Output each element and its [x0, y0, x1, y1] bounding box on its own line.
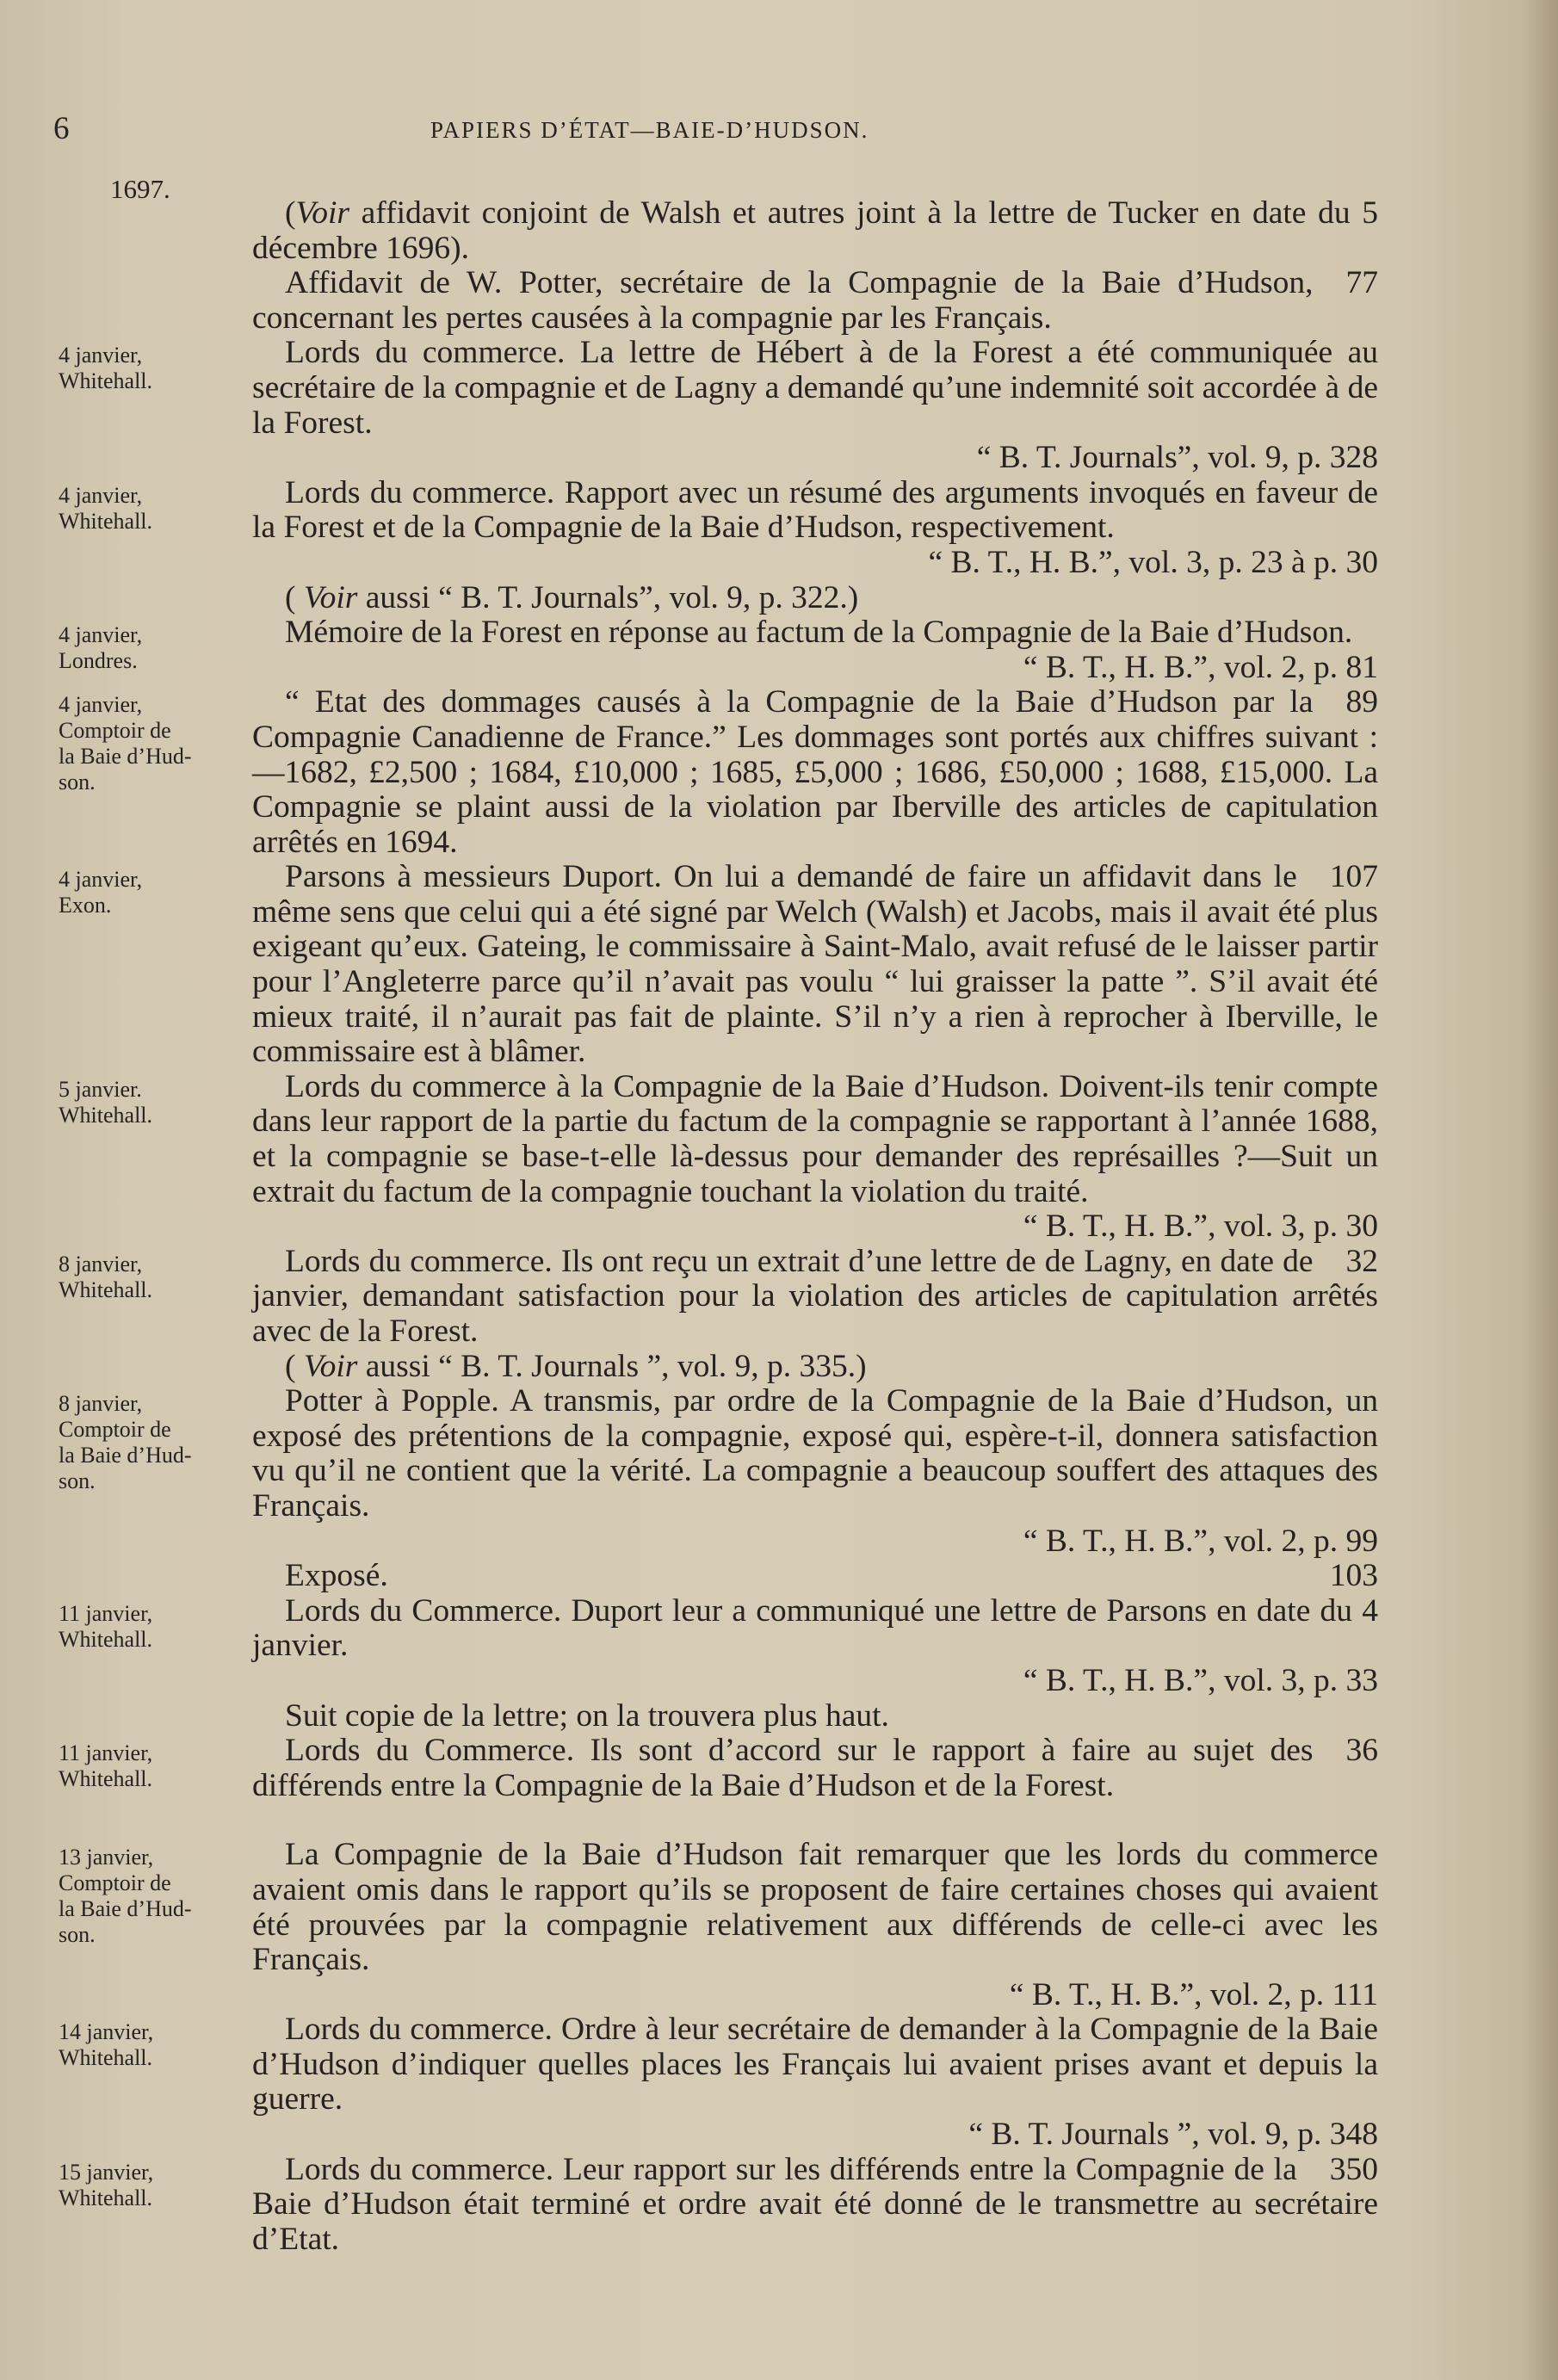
archive-reference: “ B. T., H. B.”, vol. 2, p. 81	[1023, 649, 1378, 685]
margin-date-note: 11 janvier, Whitehall.	[59, 1600, 153, 1652]
calendar-entry	[252, 266, 1378, 336]
entry-body: Lords du Commerce. Ils sont d’accord sur le rapport à faire au sujet des différends entre la Compagnie de la Baie d’Hudson et de la Forest.	[252, 1733, 1314, 1803]
entry-text	[252, 860, 1378, 1070]
calendar-entry	[59, 615, 1378, 685]
archive-reference: “ B. T. Journals ”, vol. 9, p. 348	[968, 2117, 1378, 2153]
voir-italic: Voir	[295, 195, 350, 231]
entry-body: Lords du commerce. Ordre à leur secrétaire de demander à la Compagnie de la Baie d’Hudson d’indiquer quelles places les Français lui avaient prises avant et depuis la guerre.	[252, 2012, 1378, 2117]
entry-subnote	[252, 1699, 1378, 1734]
entry-body: Lords du commerce. La lettre de Hébert à de la Forest a été communiquée au secrétaire de la compagnie et de Lagny a demandé qu’une indemnité soit accordée à de la Forest.	[252, 335, 1378, 441]
entry-body: “ Etat des dommages causés à la Compagnie de la Baie d’Hudson par la Compagnie Canadienne de France.” Les dommages sont portés aux chiffres suivant :—1682, £2,500 ; 1684, £10,000 ; 1685, £5,000 ; 1686, £50,000 ; 1688, £15,000. La Compagnie se plaint aussi de la violation par Iberville des articles de capitulation arrêtés en 1694.	[252, 684, 1378, 860]
entry-body: Lords du commerce à la Compagnie de la Baie d’Hudson. Doivent-ils tenir compte dans leur rapport de la partie du factum de la compagnie se rapportant à l’année 1688, et la compagnie se base-t-elle là-dessus pour demander des représailles ?—Suit un extrait du factum de la compagnie touchant la violation du traité.	[252, 1068, 1378, 1209]
entry-text	[252, 685, 1378, 860]
margin-date-note: 4 janvier, Londres.	[59, 622, 143, 674]
entry-text	[252, 1384, 1378, 1524]
entry-text	[252, 336, 1378, 441]
subnote-text: Exposé.	[285, 1558, 388, 1594]
calendar-entry	[59, 1383, 1378, 1594]
margin-date-note: 4 janvier, Comptoir de la Baie d’Hud- son.	[59, 692, 192, 795]
entry-body: Lords du commerce. Ils ont reçu un extrait d’une lettre de de Lagny, en date de janvier, demandant satisfaction pour la violation des articles de capitulation arrêtés avec de la Forest.	[252, 1243, 1378, 1349]
entry-text	[252, 1594, 1378, 1664]
calendar-entry	[59, 474, 1378, 615]
see-also-text: aussi “ B. T. Journals”, vol. 9, p. 322.)	[357, 579, 859, 615]
entry-text	[252, 2012, 1378, 2117]
margin-date-note: 4 janvier, Whitehall.	[59, 482, 153, 534]
archive-reference: “ B. T., H. B.”, vol. 2, p. 111	[1009, 1976, 1378, 2012]
page-reference: 107	[1329, 859, 1378, 895]
see-also-text: aussi “ B. T. Journals ”, vol. 9, p. 335.)	[357, 1348, 867, 1384]
page-reference: 77	[1345, 265, 1378, 301]
subnote-text: Suit copie de la lettre; on la trouvera plus haut.	[285, 1697, 889, 1734]
voir-italic: Voir	[303, 579, 358, 615]
page-reference: 32	[1345, 1243, 1378, 1279]
page-edge-shadow	[1524, 0, 1558, 2380]
margin-date-note: 8 janvier, Whitehall.	[59, 1251, 153, 1302]
calendar-entry	[59, 2151, 1378, 2258]
entry-body: Mémoire de la Forest en réponse au factum de la Compagnie de la Baie d’Hudson.	[285, 615, 1353, 651]
calendar-entry	[252, 196, 1378, 266]
entry-body: Lords du Commerce. Duport leur a communiqué une lettre de Parsons en date du 4 janvier.	[252, 1592, 1378, 1664]
calendar-entry	[59, 335, 1378, 476]
calendar-entry	[59, 1068, 1378, 1245]
margin-date-note: 5 janvier. Whitehall.	[59, 1076, 153, 1128]
entry-text	[252, 1838, 1378, 1977]
running-head: PAPIERS D’ÉTAT—BAIE-D’HUDSON.	[430, 117, 869, 143]
entry-body: Affidavit de W. Potter, secrétaire de la Compagnie de la Baie d’Hudson, concernant les pertes causées à la compagnie par les Français.	[252, 265, 1314, 336]
entry-body: Lords du commerce. Rapport avec un résumé des arguments invoqués en faveur de la Forest et de la Compagnie de la Baie d’Hudson, respectivement.	[252, 474, 1378, 546]
archive-reference: “ B. T., H. B.”, vol. 3, p. 33	[1023, 1662, 1378, 1698]
entry-body: La Compagnie de la Baie d’Hudson fait remarquer que les lords du commerce avaient omis dans le rapport qu’ils se proposent de faire certaines choses qui avaient été prouvées par la compagnie relativement aux différends de celle-ci avec les Français.	[252, 1837, 1378, 1978]
margin-date-note: 8 janvier, Comptoir de la Baie d’Hud- son.	[59, 1391, 192, 1494]
calendar-entries	[59, 195, 1378, 2257]
entry-body: affidavit conjoint de Walsh et autres joint à la lettre de Tucker en date du 5 décembre 1696).	[252, 195, 1378, 266]
archive-reference: “ B. T., H. B.”, vol. 3, p. 30	[1023, 1209, 1378, 1245]
entry-body: Lords du commerce. Leur rapport sur les différends entre la Compagnie de la Baie d’Hudson était terminé et ordre avait été donné de le transmettre au secrétaire d’Etat.	[252, 2151, 1378, 2257]
margin-date-note: 15 janvier, Whitehall.	[59, 2159, 154, 2210]
entry-text	[252, 1245, 1378, 1350]
entry-text	[252, 266, 1378, 336]
page-reference: 103	[1329, 1558, 1378, 1594]
calendar-entry	[59, 1733, 1378, 1803]
entry-text	[252, 1734, 1378, 1803]
entry-body: Potter à Popple. A transmis, par ordre de la Compagnie de la Baie d’Hudson, un exposé des prétentions de la compagnie, exposé qui, espère-t-il, donnera satisfaction vu qu’il ne contient que la vérité. La compagnie a beaucoup souffert des attaques des Français.	[252, 1383, 1378, 1524]
calendar-entry	[59, 1592, 1378, 1734]
entry-text: (Voir affidavit conjoint de Walsh et autres joint à la lettre de Tucker en date du 5 décembre 1696).	[252, 195, 1378, 266]
margin-date-note: 14 janvier, Whitehall.	[59, 2019, 154, 2071]
archive-reference: “ B. T. Journals”, vol. 9, p. 328	[976, 440, 1378, 476]
entry-subnote	[252, 1559, 1378, 1594]
entry-text	[252, 2153, 1378, 2258]
page-reference: 36	[1345, 1733, 1378, 1769]
entry-text	[252, 615, 1378, 651]
voir-italic: Voir	[303, 1348, 358, 1384]
calendar-entry	[59, 1837, 1378, 2012]
entry-body: Parsons à messieurs Duport. On lui a demandé de faire un affidavit dans le même sens que celui qui a été signé par Welch (Walsh) et Jacobs, mais il avait été plus exigeant qu’eux. Gateing, le commissaire à Saint-Malo, avait refusé de le laisser partir pour l’Angleterre parce qu’il n’avait pas voulu “ lui graisser la patte ”. S’il avait été mieux traité, il n’aurait pas fait de plainte. S’il n’y a rien à reprocher à Iberville, le commissaire est à blâmer.	[252, 859, 1378, 1070]
archive-reference: “ B. T., H. B.”, vol. 3, p. 23 à p. 30	[928, 544, 1378, 580]
entry-text	[252, 476, 1378, 546]
calendar-entry	[59, 1243, 1378, 1384]
calendar-entry	[59, 859, 1378, 1070]
archive-reference: “ B. T., H. B.”, vol. 2, p. 99	[1023, 1523, 1378, 1559]
calendar-entry	[59, 2012, 1378, 2153]
margin-date-note: 13 janvier, Comptoir de la Baie d’Hud- son.	[59, 1845, 192, 1948]
see-also-note: ( Voir aussi “ B. T. Journals ”, vol. 9, p. 335.)	[285, 1348, 867, 1384]
margin-date-note: 11 janvier, Whitehall.	[59, 1740, 153, 1792]
margin-date-note: 4 janvier, Whitehall.	[59, 343, 153, 394]
entry-text	[252, 1070, 1378, 1209]
page-reference: 89	[1345, 684, 1378, 720]
margin-date-note: 4 janvier, Exon.	[59, 867, 143, 918]
page-reference: 350	[1329, 2151, 1378, 2187]
calendar-entry	[59, 684, 1378, 860]
year-marker: 1697.	[110, 174, 170, 204]
page-number: 6	[53, 111, 70, 146]
see-also-note: ( Voir aussi “ B. T. Journals”, vol. 9, p. 322.)	[285, 579, 859, 615]
